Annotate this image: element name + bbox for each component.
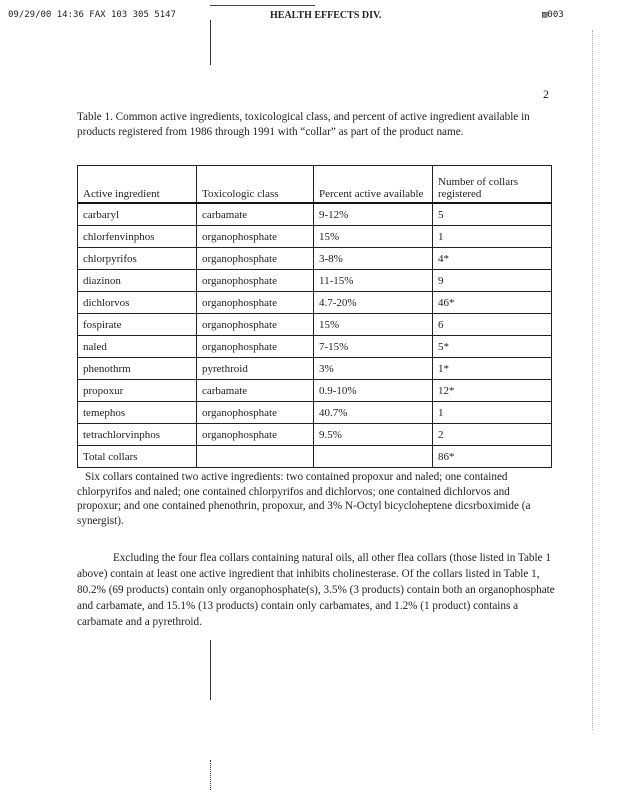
cell-percent: 3-8%	[314, 248, 433, 270]
cell-count: 1	[433, 402, 552, 424]
cell-class: organophosphate	[197, 248, 314, 270]
cell-percent: 7-15%	[314, 336, 433, 358]
cell-class: organophosphate	[197, 424, 314, 446]
header-ingredient: Active ingredient	[78, 166, 197, 204]
cell-count: 9	[433, 270, 552, 292]
cell-class: organophosphate	[197, 402, 314, 424]
cell-count: 12*	[433, 380, 552, 402]
cell-percent: 15%	[314, 314, 433, 336]
table-row	[78, 358, 552, 380]
cell-count: 5	[433, 203, 552, 226]
cell-percent: 15%	[314, 226, 433, 248]
table-row	[78, 314, 552, 336]
cell-class: carbamate	[197, 203, 314, 226]
cell-count: 1*	[433, 358, 552, 380]
cell-percent: 4.7-20%	[314, 292, 433, 314]
cell-percent: 11-15%	[314, 270, 433, 292]
page-number: 2	[543, 87, 549, 101]
cell-ingredient: naled	[78, 336, 197, 358]
scan-edge	[592, 30, 593, 730]
table-row	[78, 446, 552, 468]
table-row	[78, 203, 552, 226]
cell-class: organophosphate	[197, 292, 314, 314]
cell-count: 5*	[433, 336, 552, 358]
cell-ingredient: phenothrm	[78, 358, 197, 380]
scan-artifact	[210, 640, 211, 700]
cell-count: 2	[433, 424, 552, 446]
table-row	[78, 402, 552, 424]
header-count: Number of collars registered	[433, 166, 552, 204]
paragraph-summary: Excluding the four flea collars containing natural oils, all other flea collars (those listed in Table 1 above) contain at least one active ingredient that inhibits cholinesterase. Of the collars listed in Table 1, 80.2% (69 products) contain only organophosphate(s), 3.5% (3 products) contain both an organophosphate and carbamate, and 15.1% (13 products) contain only carbamates, and 1.2% (1 product) contains a carbamate and a pyrethroid.	[77, 552, 555, 628]
table-header-row	[78, 166, 552, 204]
table-row	[78, 226, 552, 248]
page-code: ▧003	[542, 10, 564, 20]
cell-class: organophosphate	[197, 226, 314, 248]
cell-ingredient: Total collars	[78, 446, 197, 468]
collars-table	[77, 165, 552, 468]
scan-artifact	[210, 20, 211, 65]
table-row	[78, 270, 552, 292]
cell-percent: 3%	[314, 358, 433, 380]
table-caption: Table 1. Common active ingredients, toxicological class, and percent of active ingredient available in products registered from 1986 through 1991 with “collar” as part of the product name.	[77, 111, 530, 138]
cell-ingredient: carbaryl	[78, 203, 197, 226]
cell-class	[197, 446, 314, 468]
paragraph-two-ingredients: Six collars contained two active ingredients: two contained propoxur and naled; one contained chlorpyrifos and naled; one contained chlorpyrifos and dichlorvos; one contained dichlorvos and propoxur; and one contained phenothrin, propoxur, and 3% N-Octyl bicycloheptene dicsrboximide (a synergist).	[77, 471, 531, 527]
table-row	[78, 380, 552, 402]
division-title: HEALTH EFFECTS DIV.	[270, 10, 382, 21]
cell-ingredient: temephos	[78, 402, 197, 424]
cell-class: organophosphate	[197, 270, 314, 292]
top-rule	[210, 5, 315, 6]
cell-class: organophosphate	[197, 336, 314, 358]
table-row	[78, 424, 552, 446]
table-row	[78, 248, 552, 270]
cell-percent: 9.5%	[314, 424, 433, 446]
cell-count: 86*	[433, 446, 552, 468]
cell-ingredient: chlorfenvinphos	[78, 226, 197, 248]
scan-artifact	[210, 760, 211, 790]
table-row	[78, 292, 552, 314]
cell-class: carbamate	[197, 380, 314, 402]
fax-header: 09/29/00 14:36 FAX 103 305 5147	[8, 10, 176, 20]
cell-class: organophosphate	[197, 314, 314, 336]
cell-percent: 40.7%	[314, 402, 433, 424]
cell-ingredient: tetrachlorvinphos	[78, 424, 197, 446]
cell-ingredient: chlorpyrifos	[78, 248, 197, 270]
cell-percent	[314, 446, 433, 468]
cell-count: 46*	[433, 292, 552, 314]
cell-ingredient: diazinon	[78, 270, 197, 292]
cell-ingredient: propoxur	[78, 380, 197, 402]
cell-class: pyrethroid	[197, 358, 314, 380]
cell-count: 1	[433, 226, 552, 248]
cell-count: 4*	[433, 248, 552, 270]
table-row	[78, 336, 552, 358]
header-class: Toxicologic class	[197, 166, 314, 204]
cell-ingredient: fospirate	[78, 314, 197, 336]
cell-percent: 0.9-10%	[314, 380, 433, 402]
cell-percent: 9-12%	[314, 203, 433, 226]
cell-ingredient: dichlorvos	[78, 292, 197, 314]
header-percent: Percent active available	[314, 166, 433, 204]
cell-count: 6	[433, 314, 552, 336]
